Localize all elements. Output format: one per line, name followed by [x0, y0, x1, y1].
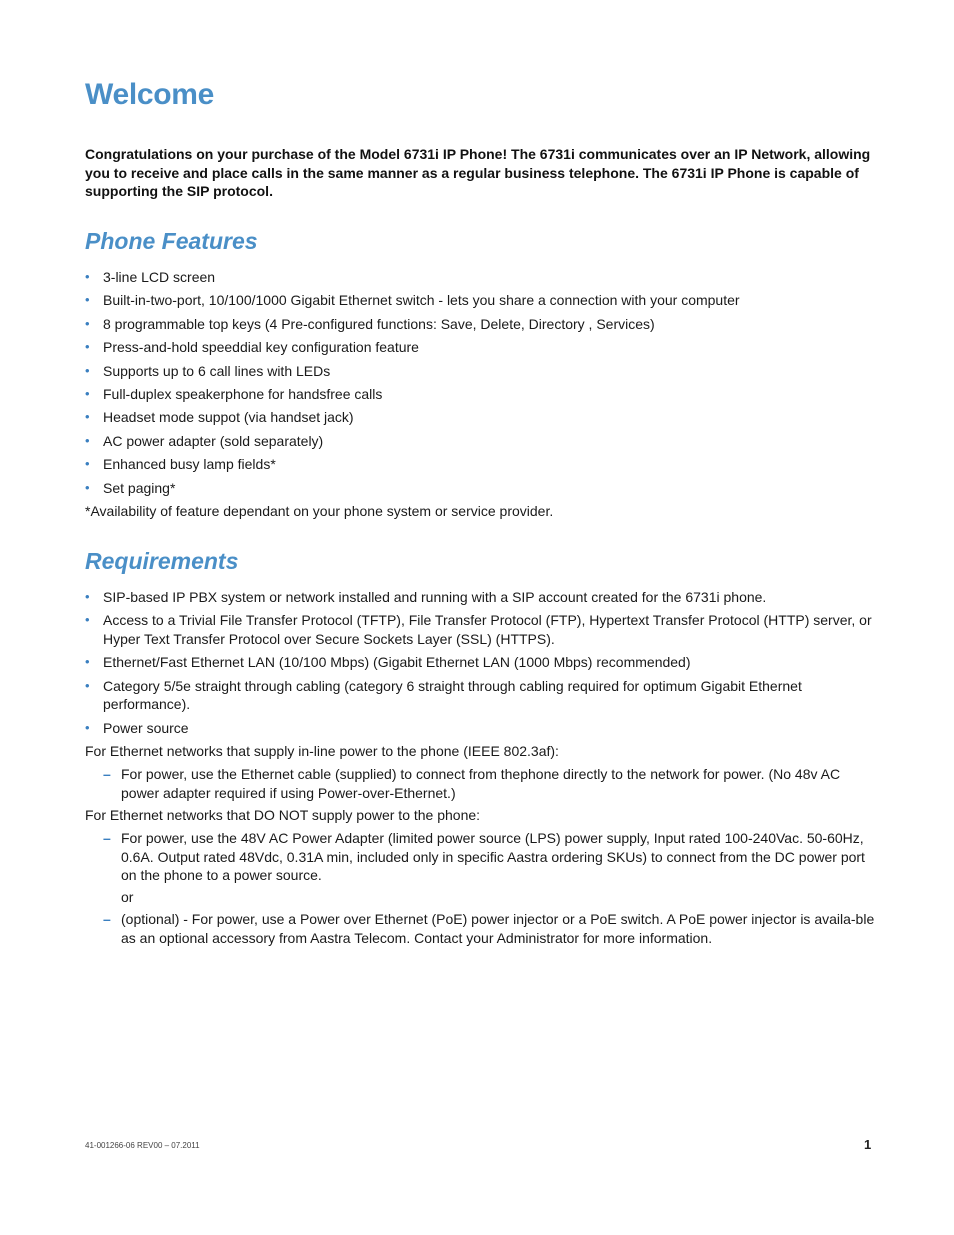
bullet-icon: •: [85, 719, 90, 735]
non-poe-network-sublist: [103, 829, 875, 887]
list-item-text: AC power adapter (sold separately): [103, 432, 324, 449]
list-item: [85, 362, 875, 381]
bullet-icon: •: [85, 385, 90, 401]
features-list: [85, 268, 875, 502]
non-poe-network-text: For Ethernet networks that DO NOT supply power to the phone:: [85, 807, 481, 823]
bullet-icon: •: [85, 456, 90, 472]
list-item: [85, 432, 875, 451]
page-number: 1: [864, 1137, 872, 1152]
bullet-icon: •: [85, 589, 90, 604]
list-item: [85, 479, 875, 498]
list-item-text: Built-in-two-port, 10/100/1000 Gigabit Ethernet switch - lets you share a connection with your computer: [103, 292, 740, 309]
bullet-icon: •: [85, 479, 90, 495]
bullet-icon: •: [85, 292, 90, 308]
list-item-text: Full-duplex speakerphone for handsfree calls: [103, 385, 383, 402]
list-item: [85, 455, 875, 474]
optional-sublist: [103, 910, 875, 949]
list-item: [85, 611, 875, 648]
bullet-icon: •: [85, 432, 90, 448]
list-item: [85, 338, 875, 357]
list-item-text: Supports up to 6 call lines with LEDs: [103, 362, 331, 379]
list-item-text: 3-line LCD screen: [103, 269, 216, 285]
features-footnote: *Availability of feature dependant on your phone system or service provider.: [85, 503, 554, 519]
list-item-text: Enhanced busy lamp fields*: [103, 456, 276, 473]
requirements-list: [85, 588, 875, 742]
intro-paragraph: Congratulations on your purchase of the Model 6731i IP Phone! The 6731i communicates over an IP Network, allowing you to receive and place calls in the same manner as a regular business telephone. The 6731i IP Phone is capable of supporting the SIP protocol.: [85, 146, 871, 199]
sub-list-item-text: For power, use the Ethernet cable (supplied) to connect from thephone directly to the network for power. (No 48v AC power adapter required if using Power-over-Ethernet.): [121, 766, 841, 801]
dash-icon: –: [103, 911, 111, 927]
sub-list-item: [103, 829, 875, 885]
dash-icon: –: [103, 830, 111, 846]
list-item: [85, 653, 875, 672]
list-item: [85, 315, 875, 334]
list-item-text: Ethernet/Fast Ethernet LAN (10/100 Mbps) (Gigabit Ethernet LAN (1000 Mbps) recommended): [103, 654, 691, 671]
bullet-icon: •: [85, 269, 90, 284]
list-item: [85, 385, 875, 404]
sub-list-item: [103, 910, 875, 947]
list-item-text: Set paging*: [103, 479, 176, 496]
bullet-icon: •: [85, 677, 90, 693]
document-number: 41-001266-06 REV00 – 07.2011: [85, 1141, 200, 1150]
requirements-heading: Requirements: [85, 548, 239, 574]
sub-list-item: [103, 765, 875, 802]
sub-list-item-text: For power, use the 48V AC Power Adapter (limited power source (LPS) power supply, Input rated 100-240Vac. 50-60Hz, 0.6A. Output rated 48Vdc, 0.31A min, included only in specific Aastra ordering SKUs) to connect from the DC power port on the phone to a power source.: [121, 830, 865, 883]
list-item: [85, 588, 875, 607]
phone-features-heading: Phone Features: [85, 228, 258, 254]
bullet-icon: •: [85, 612, 90, 628]
poe-network-text: For Ethernet networks that supply in-line power to the phone (IEEE 802.3af):: [85, 743, 559, 759]
page-title: Welcome: [85, 78, 215, 111]
list-item-text: Power source: [103, 719, 189, 736]
bullet-icon: •: [85, 315, 90, 331]
dash-icon: –: [103, 766, 111, 782]
list-item-text: 8 programmable top keys (4 Pre-configured functions: Save, Delete, Directory , Services): [103, 315, 655, 332]
list-item: [85, 719, 875, 738]
list-item-text: Category 5/5e straight through cabling (category 6 straight through cabling required for optimum Gigabit Ethernet performance).: [103, 677, 802, 713]
list-item: [85, 677, 875, 714]
list-item-text: Press-and-hold speeddial key configuration feature: [103, 339, 419, 356]
list-item-text: Access to a Trivial File Transfer Protocol (TFTP), File Transfer Protocol (FTP), Hypertext Transfer Protocol (HTTP) server, or Hyper Text Transfer Protocol over Secure Sockets Layer (SSL) (HTTPS).: [103, 612, 872, 647]
bullet-icon: •: [85, 339, 90, 355]
sub-list-item-text: (optional) - For power, use a Power over Ethernet (PoE) power injector or a PoE switch. A PoE power injector is availa-ble as an optional accessory from Aastra Telecom. Contact your Administrator for more information.: [121, 911, 875, 946]
poe-network-sublist: [103, 765, 875, 804]
or-text: or: [121, 889, 134, 905]
bullet-icon: •: [85, 654, 90, 670]
bullet-icon: •: [85, 362, 90, 378]
list-item-text: Headset mode suppot (via handset jack): [103, 409, 354, 426]
bullet-icon: •: [85, 409, 90, 425]
list-item: [85, 291, 875, 310]
list-item: [85, 268, 875, 287]
list-item: [85, 408, 875, 427]
list-item-text: SIP-based IP PBX system or network installed and running with a SIP account created for the 6731i phone.: [103, 589, 767, 605]
